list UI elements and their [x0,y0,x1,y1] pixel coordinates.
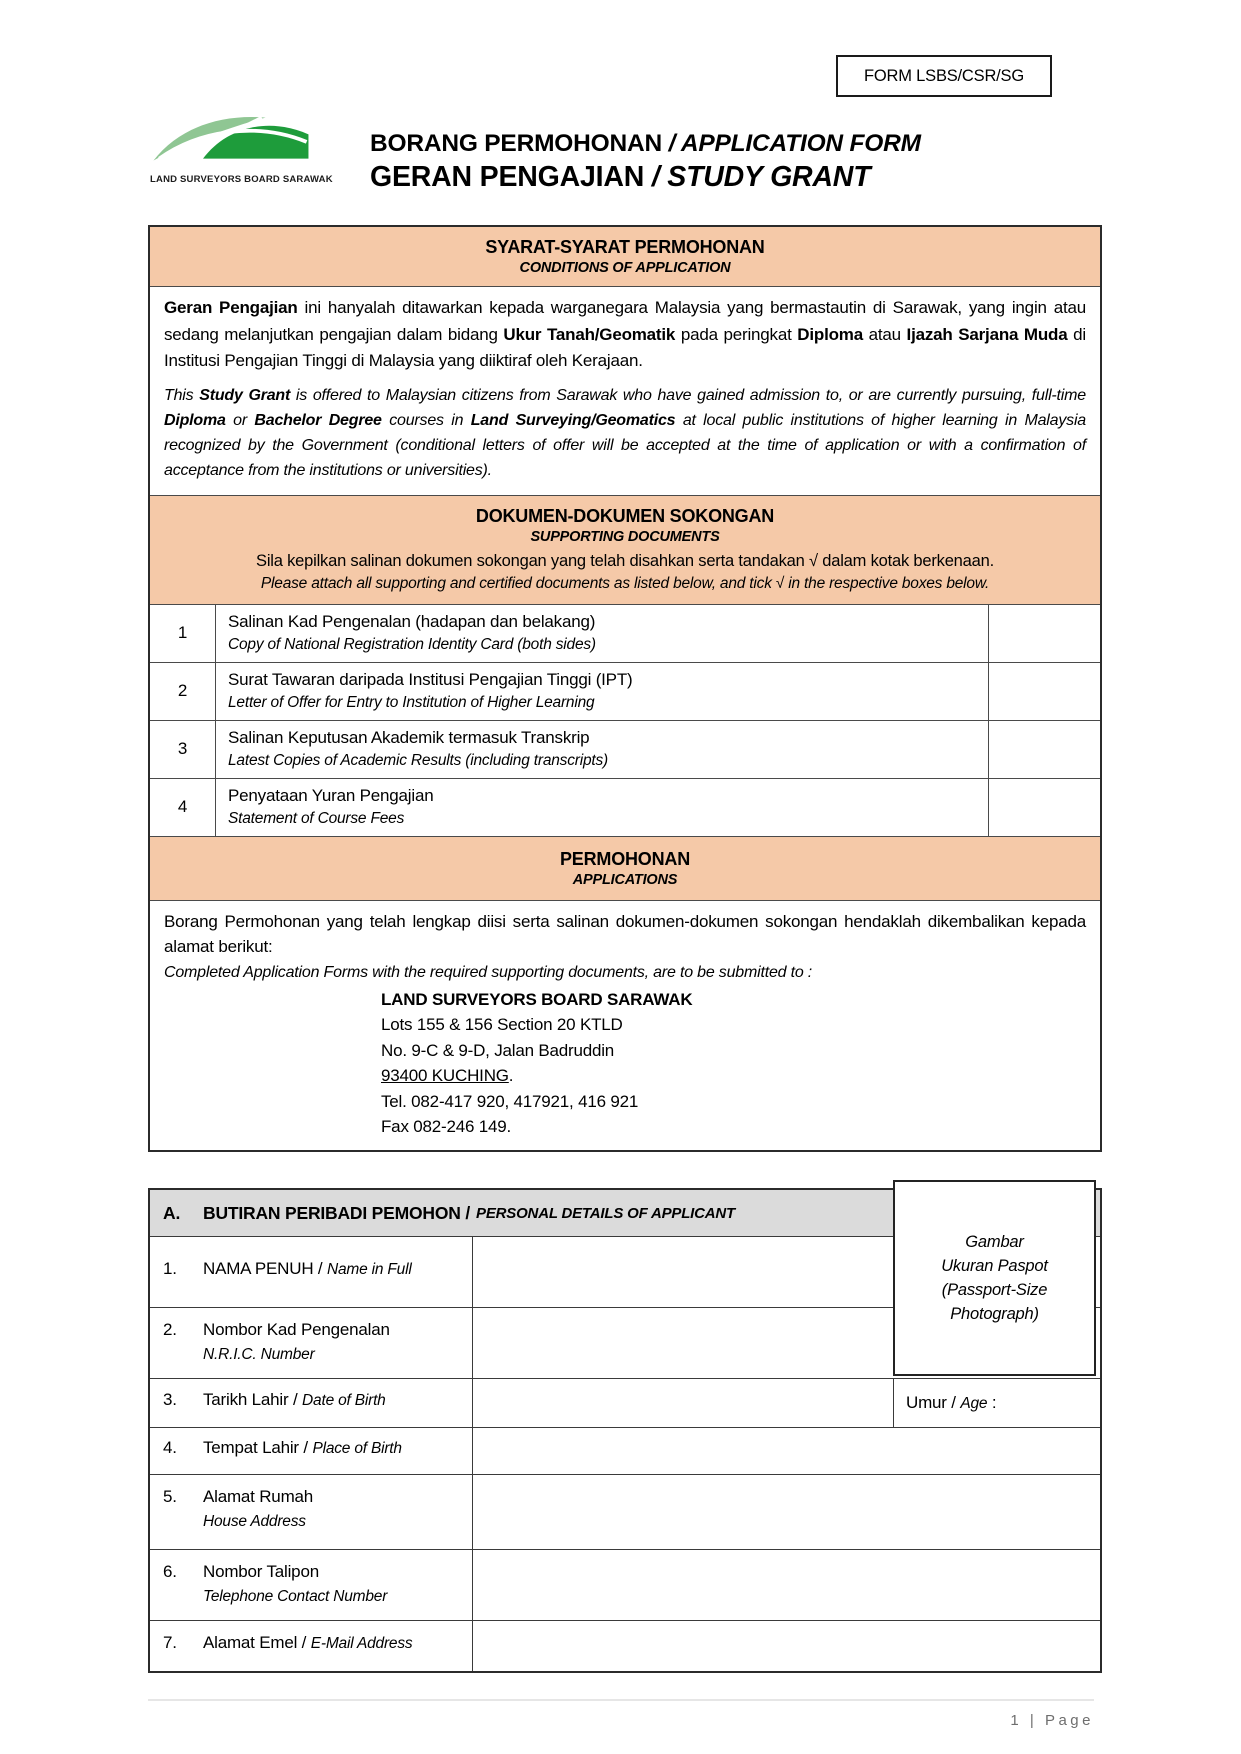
field-label-text: Nombor Talipon Telephone Contact Number [203,1562,388,1605]
photo-box-text: Gambar [965,1233,1024,1251]
address-line: Tel. 082-417 920, 417921, 416 921 [381,1091,639,1111]
field-label [150,1308,472,1378]
input-telephone-number[interactable] [472,1550,1100,1620]
section-a-title-english: PERSONAL DETAILS OF APPLICANT [476,1204,735,1222]
personal-details-table [148,1188,1102,1673]
field-label-text: Tempat Lahir / Place of Birth [203,1437,402,1457]
applications-paragraph-malay: Borang Permohonan yang telah lengkap diisi serta salinan dokumen-dokumen sokongan hendaklah dikembalikan kepada alamat berikut: [164,911,1086,956]
documents-note-malay: Sila kepilkan salinan dokumen sokongan yang telah disahkan serta tandakan √ dalam kotak berkenaan. [256,551,994,570]
document-item-number: 2 [150,663,216,720]
field-number: 3. [163,1390,177,1409]
address-line: Lots 155 & 156 Section 20 KTLD [381,1015,623,1034]
document-item-row [150,720,1100,778]
tick-box-1[interactable] [988,605,1100,662]
page-title-line1 [370,128,921,159]
field-label-text: Alamat Emel / E-Mail Address [203,1632,413,1652]
field-label-text: Tarikh Lahir / Date of Birth [203,1389,386,1409]
conditions-title: SYARAT-SYARAT PERMOHONAN [485,237,765,257]
applications-header [150,836,1100,900]
document-item-malay: Salinan Kad Pengenalan (hadapan dan belakang) [228,612,596,631]
document-item-row [150,604,1100,662]
field-number: 1. [163,1259,177,1278]
field-label [150,1428,472,1474]
photo-box-text: Ukuran Paspot [941,1257,1048,1275]
field-number: 6. [163,1562,177,1581]
conditions-body [150,286,1100,495]
passport-photo-box[interactable] [893,1180,1096,1376]
photo-box-text: (Passport-Size [941,1281,1048,1299]
applications-paragraph-english: Completed Application Forms with the required supporting documents, are to be submitted to : [164,963,813,981]
field-number: 5. [163,1487,177,1506]
document-item-english: Copy of National Registration Identity Card (both sides) [228,636,596,653]
form-code-text: FORM LSBS/CSR/SG [864,66,1024,85]
field-label [150,1621,472,1671]
title-line1-malay: BORANG PERMOHONAN [370,130,662,157]
form-code-box [836,55,1052,97]
tick-box-2[interactable] [988,663,1100,720]
footer-divider [148,1699,1094,1701]
lsbs-logo [150,112,333,185]
applications-subtitle: APPLICATIONS [572,871,678,888]
field-row-phone [150,1549,1100,1620]
tick-box-3[interactable] [988,721,1100,778]
photo-box-text: Photograph) [950,1305,1039,1323]
conditions-header [150,227,1100,286]
documents-header [150,495,1100,604]
conditions-paragraph-english: This Study Grant is offered to Malaysian citizens from Sarawak who have gained admission to, or are currently pursuing, full-time Diploma or Bachelor Degree courses in Land Surveying/Geomatics at local public institutions of higher learning in Malaysia recognized by the Government (conditional letters of offer will be accepted at the time of application or with a confirmation of acceptance from the institutions or universities). [164,386,1087,479]
document-item-english: Letter of Offer for Entry to Institution of Higher Learning [228,694,595,711]
page-number: 1 | Page [1010,1712,1094,1729]
document-item-malay: Surat Tawaran daripada Institusi Pengajian Tinggi (IPT) [228,670,633,689]
input-place-of-birth[interactable] [472,1428,1100,1474]
input-email-address[interactable] [472,1621,1100,1671]
age-label: Umur / Age : [906,1393,997,1412]
lsbs-logo-icon [150,155,312,172]
document-item-english: Statement of Course Fees [228,810,405,827]
document-item-number: 4 [150,779,216,836]
field-label [150,1379,472,1427]
document-item-row [150,662,1100,720]
title-line2-malay: GERAN PENGAJIAN [370,161,645,193]
applications-body [150,900,1100,1150]
conditions-paragraph-malay: Geran Pengajian ini hanyalah ditawarkan kepada warganegara Malaysia yang bermastautin di Sarawak, yang ingin atau sedang melanjutkan pengajian dalam bidang Ukur Tanah/Geomatik pada peringkat Diploma atau Ijazah Sarjana Muda di Institusi Pengajian Tinggi di Malaysia yang diiktiraf oleh Kerajaan. [164,298,1086,370]
document-item-description [216,779,988,836]
tick-box-4[interactable] [988,779,1100,836]
field-row-address [150,1474,1100,1549]
page-title-line2 [370,159,921,196]
input-house-address[interactable] [472,1475,1100,1549]
field-number: 7. [163,1633,177,1652]
field-row-birthplace [150,1427,1100,1474]
applications-title: PERMOHONAN [559,848,690,869]
field-label-text: Alamat Rumah House Address [203,1487,314,1530]
age-cell[interactable] [893,1379,1100,1427]
logo-caption: LAND SURVEYORS BOARD SARAWAK [150,174,333,185]
section-letter: A. [163,1202,181,1223]
document-item-description [216,605,988,662]
title-line1-english: / APPLICATION FORM [668,130,921,157]
field-row-email [150,1620,1100,1671]
field-label-text: Nombor Kad Pengenalan N.R.I.C. Number [203,1320,390,1363]
conditions-subtitle: CONDITIONS OF APPLICATION [519,260,731,276]
input-date-of-birth[interactable] [472,1379,893,1427]
field-label [150,1550,472,1620]
document-item-english: Latest Copies of Academic Results (including transcripts) [228,752,608,769]
document-item-row [150,778,1100,836]
info-table [148,225,1102,1152]
address-line: 93400 KUCHING. [381,1066,514,1085]
documents-note-english: Please attach all supporting and certified documents as listed below, and tick √ in the respective boxes below. [260,574,990,592]
field-row-dob [150,1378,1100,1427]
documents-subtitle: SUPPORTING DOCUMENTS [530,528,720,545]
document-item-malay: Salinan Keputusan Akademik termasuk Transkrip [228,728,590,747]
document-item-number: 3 [150,721,216,778]
form-titles [370,128,921,196]
section-a-title-malay: BUTIRAN PERIBADI PEMOHON / [203,1202,471,1223]
address-line: Fax 082-246 149. [381,1117,512,1136]
document-item-number: 1 [150,605,216,662]
submission-address [381,987,1086,1140]
document-item-description [216,721,988,778]
title-line2-english: / STUDY GRANT [651,161,871,193]
address-line: No. 9-C & 9-D, Jalan Badruddin [381,1040,615,1060]
field-number: 4. [163,1438,177,1457]
field-label-text: NAMA PENUH / Name in Full [203,1258,412,1278]
document-item-malay: Penyataan Yuran Pengajian [228,786,434,805]
field-label [150,1237,472,1307]
field-label [150,1475,472,1549]
address-line: LAND SURVEYORS BOARD SARAWAK [381,989,693,1009]
documents-title: DOKUMEN-DOKUMEN SOKONGAN [475,505,775,526]
field-number: 2. [163,1320,177,1339]
document-item-description [216,663,988,720]
